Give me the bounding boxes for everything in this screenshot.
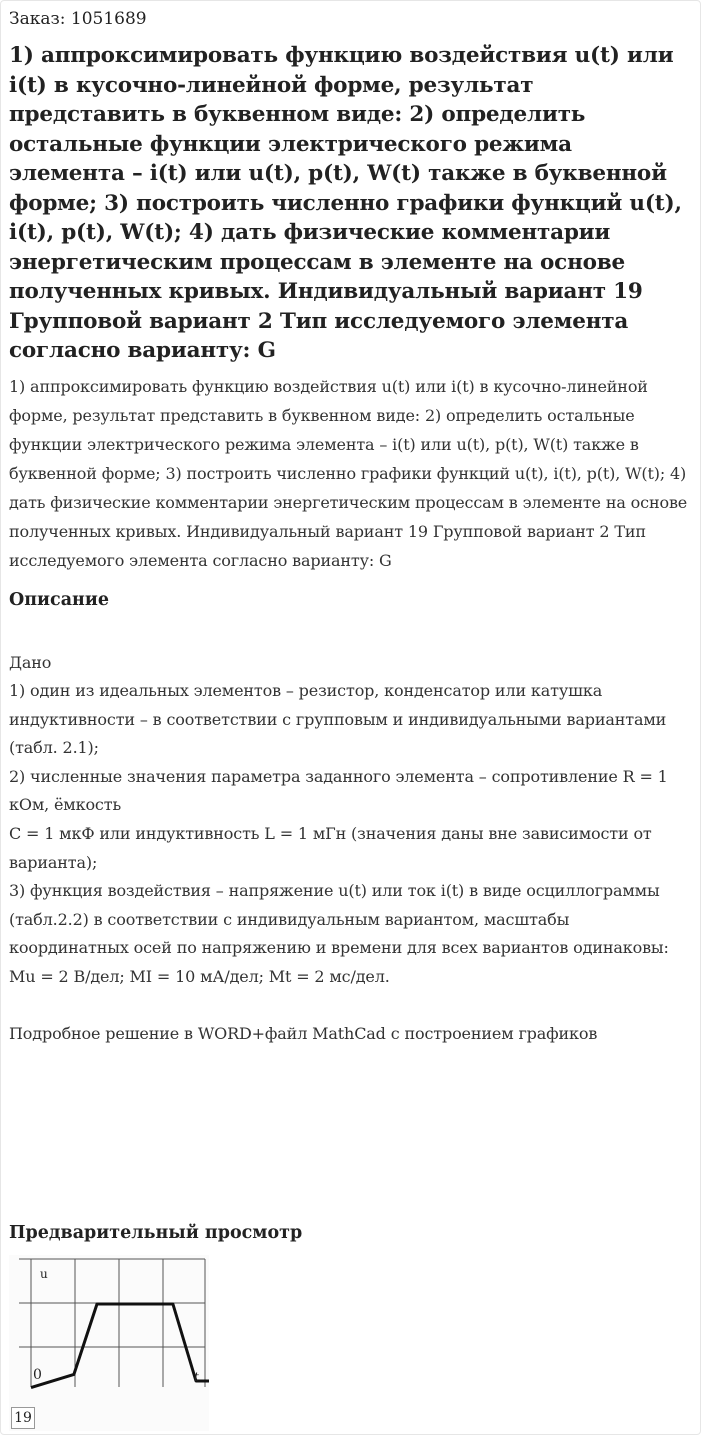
preview-heading: Предварительный просмотр [9,1223,303,1243]
given-item-2a: 2) численные значения параметра заданного элемента – сопротивление R = 1 кОм, ёмкость [9,766,668,815]
given-item-2b: C = 1 мкФ или индуктивность L = 1 мГн (значения даны вне зависимости от варианта); [9,824,652,872]
axis-origin-label: 0 [33,1367,42,1383]
given-item-3: 3) функция воздействия – напряжение u(t) или ток i(t) в виде осциллограммы (табл.2.2) в соответствии с индивидуальным вариантом, масштабы координатных осей по напряжению и времени для всех вариантов одинаковы: Mu = 2 В/дел; MI = 10 мА/дел; Mt = 2 мс/дел. [9,881,669,987]
given-item-1: 1) один из идеальных элементов – резистор, конденсатор или катушка индуктивности – в соответствии с групповым и индивидуальными вариантами (табл. 2.1); [9,681,667,758]
description-body [9,649,692,1049]
description-heading: Описание [9,589,109,610]
oscillogram [9,1255,209,1431]
given-label: Дано [9,652,52,672]
page-title: 1) аппроксимировать функцию воздействия u(t) или i(t) в кусочно-линейной форме, результат представить в буквенном виде: 2) определить остальные функции электрического режима элемента – i(t) или u(t), p(t), W(t) также в буквенной форме; 3) построить численно графики функций u(t), i(t), p(t), W(t); 4) дать физические комментарии энергетическим процессам в элементе на основе полученных кривых. Индивидуальный вариант 19 Групповой вариант 2 Тип исследуемого элемента согласно варианту: G [9,43,682,363]
waveform-line [31,1304,209,1388]
solution-note: Подробное решение в WORD+файл MathCad с построением графиков [9,1023,598,1043]
variant-number-box: 19 [11,1407,35,1429]
axis-x-label: t [194,1370,199,1384]
preview-image[interactable] [9,1255,209,1431]
task-summary: 1) аппроксимировать функцию воздействия u(t) или i(t) в кусочно-линейной форме, результат представить в буквенном виде: 2) определить остальные функции электрического режима элемента – i(t) или u(t), p(t), W(t) также в буквенной форме; 3) построить численно графики функций u(t), i(t), p(t), W(t); 4) дать физические комментарии энергетическим процессам в элементе на основе полученных кривых. Индивидуальный вариант 19 Групповой вариант 2 Тип исследуемого элемента согласно варианту: G [9,376,688,570]
axis-y-label: u [40,1267,48,1281]
order-number: Заказ: 1051689 [9,9,147,29]
